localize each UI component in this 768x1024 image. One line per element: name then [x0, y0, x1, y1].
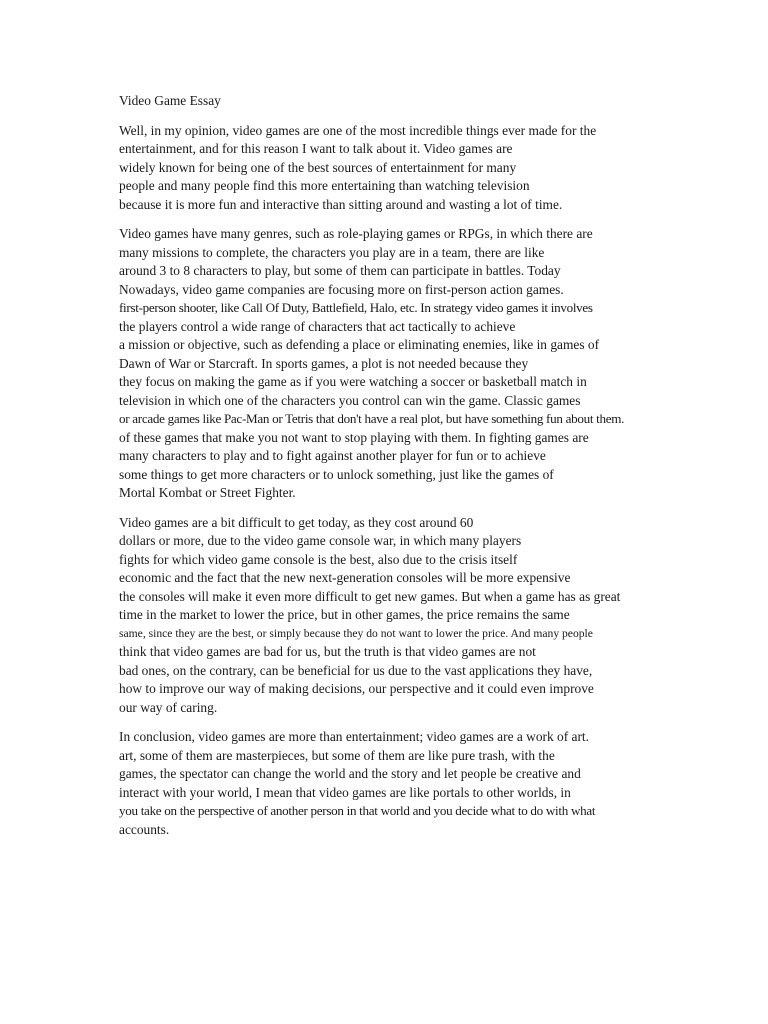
paragraph-line: economic and the fact that the new next-generation consoles will be more expensive	[119, 570, 571, 585]
paragraph-line: widely known for being one of the best sources of entertainment for many	[119, 159, 517, 175]
paragraph-line: dollars or more, due to the video game console war, in which many players	[119, 533, 522, 548]
paragraph-line: first-person shooter, like Call Of Duty, Battlefield, Halo, etc. In strategy video games it involves	[119, 300, 593, 315]
paragraph-line: Nowadays, video game companies are focusing more on first-person action games.	[119, 281, 564, 297]
paragraph-line: how to improve our way of making decisions, our perspective and it could even improve	[119, 681, 594, 696]
paragraph-line: In conclusion, video games are more than entertainment; video games are a work of art.	[119, 729, 589, 744]
paragraph-line: Video games have many genres, such as role-playing games or RPGs, in which there are	[119, 226, 593, 241]
paragraph-line: around 3 to 8 characters to play, but some of them can participate in battles. Today	[119, 263, 561, 278]
paragraph-line: of these games that make you not want to stop playing with them. In fighting games are	[119, 429, 589, 445]
paragraph-line: many missions to complete, the characters you play are in a team, there are like	[119, 244, 545, 260]
essay-paragraph-4	[119, 728, 699, 839]
essay-body	[119, 92, 699, 850]
paragraph-line: art, some of them are masterpieces, but some of them are like pure trash, with the	[119, 747, 555, 763]
paragraph-line: games, the spectator can change the world and the story and let people be creative and	[119, 766, 581, 781]
paragraph-line: some things to get more characters or to unlock something, just like the games of	[119, 466, 554, 482]
paragraph-line: many characters to play and to fight against another player for fun or to achieve	[119, 448, 546, 463]
paragraph-line: the consoles will make it even more difficult to get new games. But when a game has as great	[119, 588, 621, 604]
paragraph-line: the players control a wide range of characters that act tactically to achieve	[119, 318, 516, 334]
paragraph-line: fights for which video game console is the best, also due to the crisis itself	[119, 551, 518, 567]
paragraph-line: accounts.	[119, 821, 170, 837]
paragraph-line: they focus on making the game as if you were watching a soccer or basketball match in	[119, 374, 587, 389]
paragraph-line: same, since they are the best, or simply because they do not want to lower the price. And many people	[119, 626, 593, 640]
paragraph-line: bad ones, on the contrary, can be beneficial for us due to the vast applications they have,	[119, 662, 593, 678]
paragraph-line: our way of caring.	[119, 699, 218, 715]
paragraph-line: a mission or objective, such as defending a place or eliminating enemies, like in games of	[119, 337, 600, 352]
paragraph-line: because it is more fun and interactive than sitting around and wasting a lot of time.	[119, 196, 563, 212]
paragraph-line: time in the market to lower the price, but in other games, the price remains the same	[119, 607, 570, 622]
paragraph-line: Dawn of War or Starcraft. In sports games, a plot is not needed because they	[119, 355, 529, 371]
paragraph-line: interact with your world, I mean that video games are like portals to other worlds, in	[119, 784, 571, 800]
essay-title: Video Game Essay	[119, 93, 221, 108]
paragraph-line: you take on the perspective of another person in that world and you decide what to do with what	[119, 803, 596, 818]
essay-paragraph-3	[119, 514, 699, 718]
paragraph-line: think that video games are bad for us, but the truth is that video games are not	[119, 644, 536, 659]
paragraph-line: people and many people find this more entertaining than watching television	[119, 178, 530, 193]
paragraph-line: Video games are a bit difficult to get today, as they cost around 60	[119, 514, 474, 530]
paragraph-line: or arcade games like Pac-Man or Tetris that don't have a real plot, but have something fun about them.	[119, 411, 625, 426]
essay-paragraph-2	[119, 225, 699, 503]
essay-paragraph-1	[119, 122, 699, 215]
paragraph-line: entertainment, and for this reason I want to talk about it. Video games are	[119, 141, 513, 156]
paragraph-line: Well, in my opinion, video games are one of the most incredible things ever made for the	[119, 122, 597, 138]
paragraph-line: television in which one of the characters you control can win the game. Classic games	[119, 392, 581, 408]
paragraph-line: Mortal Kombat or Street Fighter.	[119, 485, 296, 500]
